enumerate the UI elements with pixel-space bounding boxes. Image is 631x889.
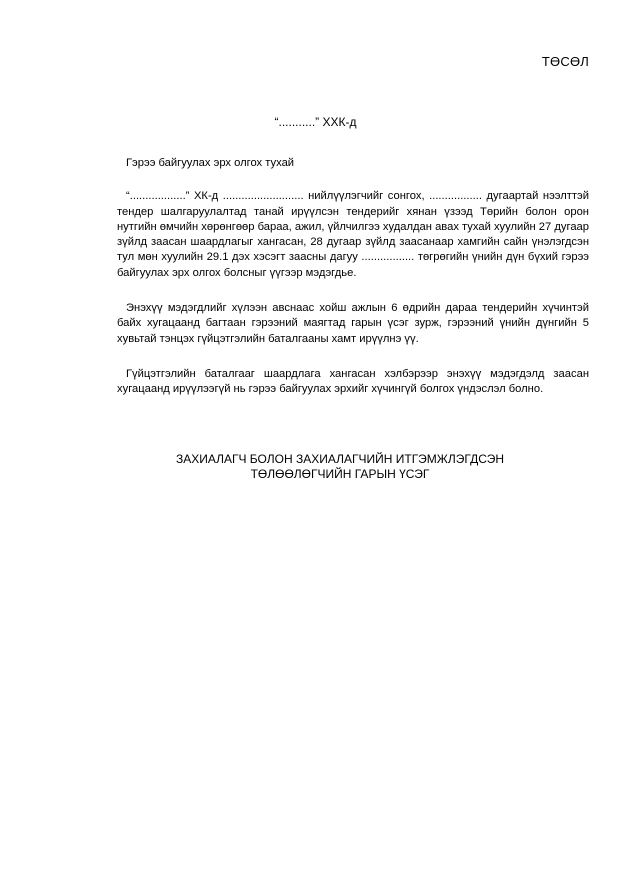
paragraph-guarantee-condition: Гүйцэтгэлийн баталгааг шаардлага хангасан хэлбэрээр энэхүү мэдэгдэлд заасан хугацаанд ирүүлээгүй нь гэрээ байгуулах эрхийг хүчингүй болгох үндэслэл болно.	[117, 367, 589, 396]
letter-body	[117, 156, 589, 418]
draft-mark: ТӨСӨЛ	[541, 54, 589, 69]
addressee-line: “...........” ХХК-д	[274, 115, 357, 129]
signature-line-1: ЗАХИАЛАГЧ БОЛОН ЗАХИАЛАГЧИЙН ИТГЭМЖЛЭГДСЭН	[175, 452, 505, 466]
paragraph-award-notice: “..................” ХК-д .......................... нийлүүлэгчийг сонгох, ................. дугаартай нээлттэй тендер шалгаруулалтад танай ирүүлсэн тендерийг хянан үзээд Төрийн болон орон нутгийн өмчийн хөрөнгөөр бараа, ажил, үйлчилгээ худалдан авах тухай хуулийн 27 дугаар зүйлд заасан шаардлагыг хангасан, 28 дугаар зүйлд заасанаар хамгийн сайн үнэлэгдсэн тул мөн хуулийн 29.1 дэх хэсэгт заасны дагуу ................. төгрөгийн үнийн дүн бүхий гэрээ байгуулах эрх олгох болсныг үүгээр мэдэгдье.	[117, 190, 589, 279]
signature-line-2: ТӨЛӨӨЛӨГЧИЙН ГАРЫН ҮСЭГ	[250, 467, 430, 481]
letter-subject: Гэрээ байгуулах эрх олгох тухай	[126, 157, 295, 169]
signature-block	[110, 452, 570, 482]
paragraph-contract-signing: Энэхүү мэдэгдлийг хүлээн авснаас хойш ажлын 6 өдрийн дараа тендерийн хүчинтэй байх хугацаанд багтаан гэрээний маягтад гарын үсэг зурж, гэрээний үнийн дүнгийн 5 хувьтай тэнцэх гүйцэтгэлийн баталгааны хамт ирүүлнэ үү.	[117, 302, 589, 345]
